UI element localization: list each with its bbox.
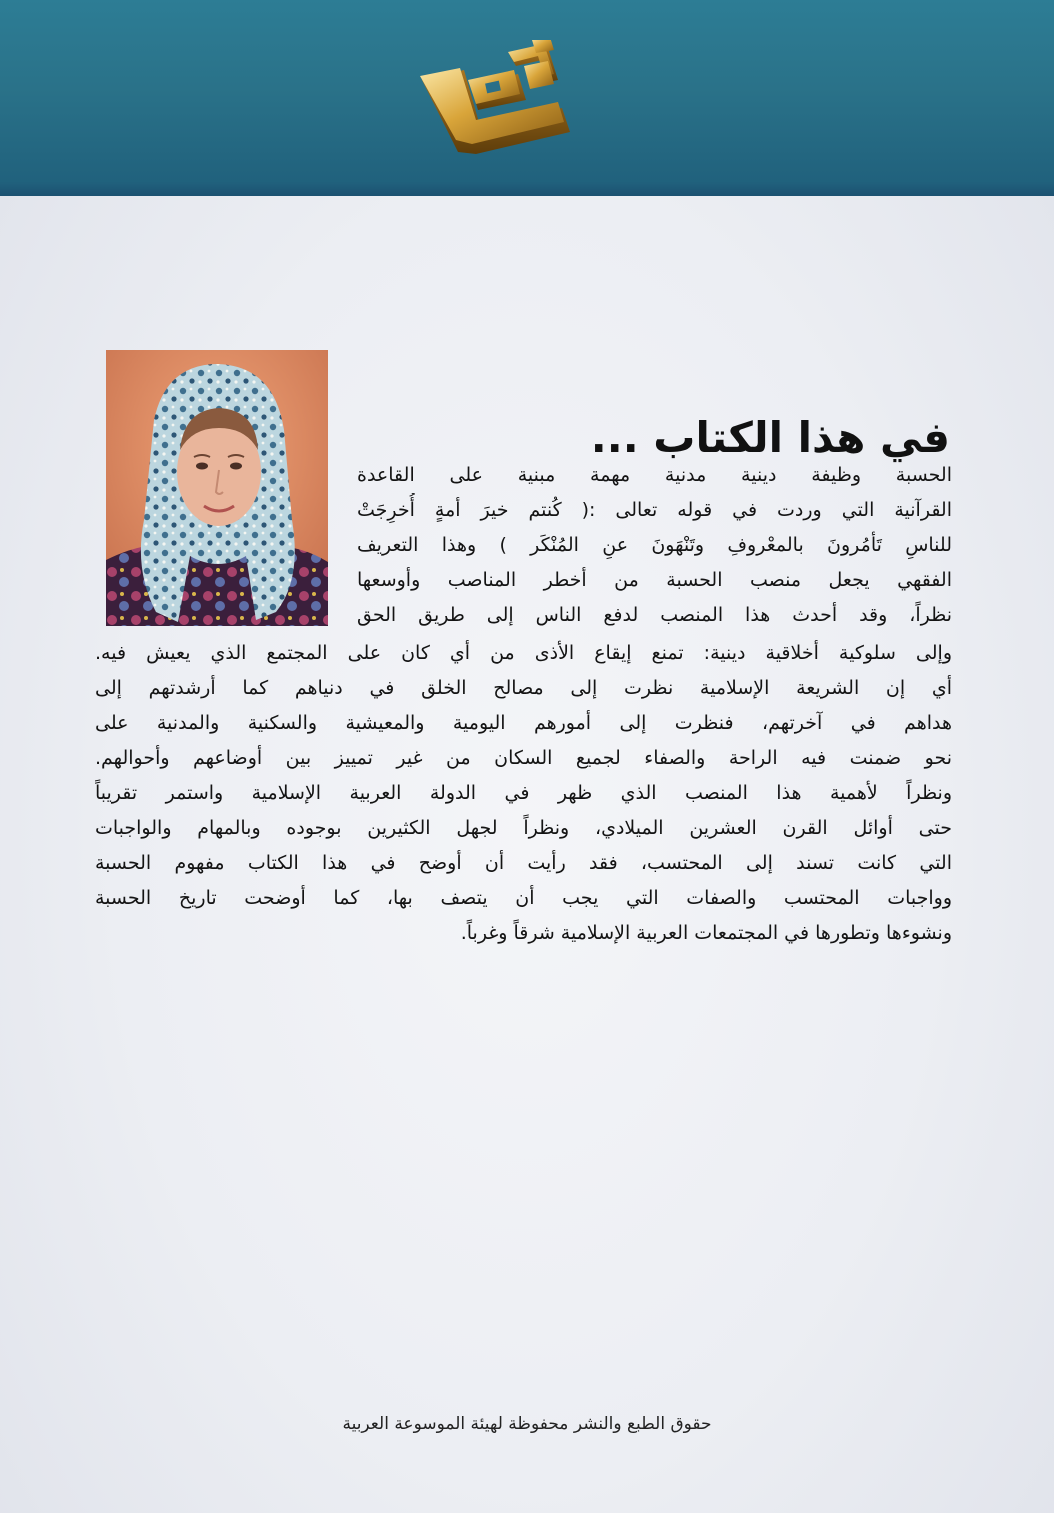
copyright-notice: حقوق الطبع والنشر محفوظة لهيئة الموسوعة العربية [342, 1414, 712, 1434]
paragraph-line: نظراً، وقد أحدث هذا المنصب لدفع الناس إلى طريق الحق [357, 604, 952, 626]
paragraph-line: هداهم في آخرتهم، فنظرت إلى أمورهم اليومية والمعيشية والسكنية والمدنية على [95, 712, 952, 734]
paragraph-line: ونظراً لأهمية هذا المنصب الذي ظهر في الدولة العربية الإسلامية واستمر تقريباً [95, 782, 952, 804]
section-heading: في هذا الكتاب ... [590, 413, 950, 462]
paragraph-line: حتى أوائل القرن العشرين الميلادي، ونظراً لجهل الكثيرين بوجوده وبالمهام والواجبات [95, 817, 952, 839]
paragraph-line: نحو ضمنت فيه الراحة والصفاء لجميع السكان من غير تمييز بين أوضاعهم وأحوالهم. [95, 747, 952, 769]
paragraph-line: ونشوءها وتطورها في المجتمعات العربية الإسلامية شرقاً وغرباً. [460, 922, 952, 944]
paragraph-line: الحسبة وظيفة دينية مدنية مهمة مبنية على القاعدة [357, 464, 952, 486]
paragraph-line: التي كانت تسند إلى المحتسب، فقد رأيت أن أوضح في هذا الكتاب مفهوم الحسبة [95, 852, 952, 874]
paragraph-line: أي إن الشريعة الإسلامية نظرت إلى مصالح الخلق في دنياهم كما أرشدتهم إلى [95, 677, 952, 699]
description-paragraph [95, 458, 952, 968]
publisher-logo-icon [398, 40, 584, 158]
paragraph-line: القرآنية التي وردت في قوله تعالى :( كُنتم خيرَ أمةٍ أُخرِجَتْ [357, 499, 952, 521]
paragraph-line: للناسِ تَأمُرونَ بالمعْروفِ وتَنْهَونَ عنِ المُنْكَر ) وهذا التعريف [357, 534, 952, 556]
paragraph-line: وإلى سلوكية أخلاقية دينية: تمنع إيقاع الأذى من أي كان على المجتمع الذي يعيش فيه. [95, 642, 952, 664]
paragraph-line: وواجبات المحتسب والصفات التي يجب أن يتصف بها، كما أوضحت تاريخ الحسبة [95, 887, 952, 909]
paragraph-line: الفقهي يجعل منصب الحسبة من أخطر المناصب وأوسعها [357, 569, 952, 591]
top-color-band [0, 0, 1054, 196]
